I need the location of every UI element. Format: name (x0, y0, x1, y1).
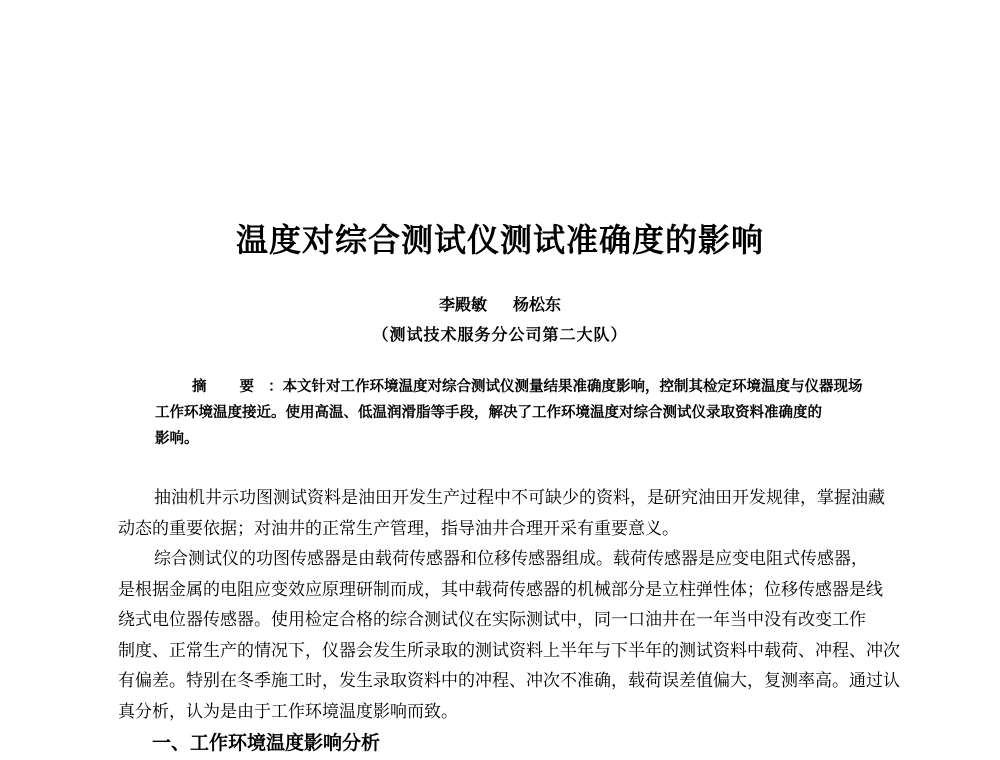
body-text (118, 483, 908, 727)
author-list (0, 294, 1000, 316)
author-name: 李殿敏 (438, 295, 487, 314)
paragraph-line: 抽油机井示功图测试资料是油田开发生产过程中不可缺少的资料，是研究油田开发规律，掌握油藏 (154, 488, 885, 508)
abstract-text: 本文针对工作环境温度对综合测试仪测量结果准确度影响，控制其检定环境温度与仪器现场 (282, 378, 863, 395)
paragraph-line: 制度、正常生产的情况下，仪器会发生所录取的测试资料上半年与下半年的测试资料中载荷、冲程、冲次 (118, 640, 900, 661)
abstract-line (155, 374, 875, 400)
author-name: 杨松东 (513, 295, 562, 314)
paragraph-line: 综合测试仪的功图传感器是由载荷传感器和位移传感器组成。载荷传感器是应变电阻式传感器， (154, 549, 868, 569)
section-heading: 一、工作环境温度影响分析 (152, 732, 381, 754)
abstract-line: 影响。 (155, 430, 199, 447)
paragraph-line: 绕式电位器传感器。使用检定合格的综合测试仪在实际测试中，同一口油井在一年当中没有改变工作 (118, 610, 866, 630)
paper-title: 温度对综合测试仪测试准确度的影响 (235, 221, 764, 259)
abstract-line: 工作环境温度接近。使用高温、低温润滑脂等手段，解决了工作环境温度对综合测试仪录取资料准确度的 (155, 404, 822, 421)
paragraph-line: 有偏差。特别在冬季施工时，发生录取资料中的冲程、冲次不准确，载荷误差值偏大，复测率高。通过认 (118, 671, 900, 691)
paragraph-line: 动态的重要依据；对油井的正常生产管理，指导油井合理开采有重要意义。 (118, 518, 679, 539)
author-affiliation: （测试技术服务分公司第二大队） (372, 325, 628, 344)
abstract-label-separator: ： (268, 378, 283, 395)
abstract (155, 374, 875, 452)
paragraph-line: 是根据金属的电阻应变效应原理研制而成，其中载荷传感器的机械部分是立柱弹性体；位移传感器是线 (118, 579, 883, 600)
abstract-label: 摘 要 (192, 378, 269, 395)
paragraph-line: 真分析，认为是由于工作环境温度影响而致。 (118, 701, 458, 722)
